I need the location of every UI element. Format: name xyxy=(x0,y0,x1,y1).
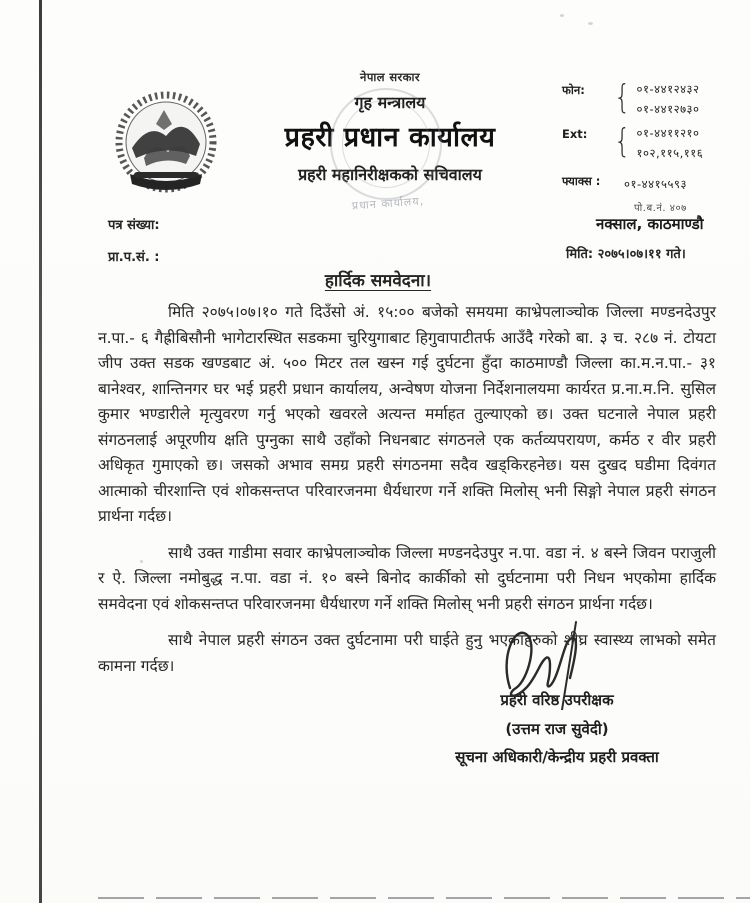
subject-text: हार्दिक समवेदना। xyxy=(324,271,432,291)
brace-glyph: { xyxy=(614,123,631,161)
signature-block xyxy=(392,690,722,767)
brace-glyph: { xyxy=(614,79,631,117)
stamp-watermark-text: प्रधान कार्यालय, xyxy=(351,194,425,213)
subject-heading xyxy=(98,268,658,291)
po-box-number: पो.ब.नं. ४०७ xyxy=(634,203,687,214)
letter-number-label: पत्र संख्या: xyxy=(108,218,160,233)
signatory-designation: सूचना अधिकारी/केन्द्रीय प्रहरी प्रवक्ता xyxy=(455,748,659,766)
secretariat-title: प्रहरी महानिरीक्षकको सचिवालय xyxy=(298,165,482,184)
round-stamp-watermark xyxy=(330,88,442,200)
phone-number-1: ०१-४४१२४३२ xyxy=(636,82,700,96)
phone-number-2: ०१-४४१२७३० xyxy=(636,102,700,116)
phone-label: फोन: xyxy=(562,83,585,97)
phone-row xyxy=(562,80,740,117)
scan-left-edge-line xyxy=(39,0,42,903)
signatory-name: (उत्तम राज सुवेदी) xyxy=(505,720,609,738)
scan-bottom-edge-line xyxy=(98,897,750,899)
body-paragraph-1: मिति २०७५।०७।१० गते दिउँसो अं. १५:०० बजेको समयमा काभ्रेपलाञ्चोक जिल्ला मण्डनदेउपुर न.पा.- ६ गैह्रीबिसौनी भागेटारस्थित सडकमा चुरियुगाबाट हिगुवापाटीतर्फ आउँदै गरेको बा. ३ च. २८७ नं. टोयटा जीप उक्त सडक खण्डबाट अं. ५०० मिटर तल खस्न गई दुर्घटना हुँदा काठमाण्डौ जिल्ला का.म.न.पा.- ३१ बानेश्वर, शान्तिनगर घर भई प्रहरी प्रधान कार्यालय, अन्वेषण योजना निर्देशनालयमा कार्यरत प्र.ना.म.नि. सुसिल कुमार भण्डारीले मृत्युवरण गर्नु भएको खवरले अत्यन्त मर्माहत तुल्याएको छ। उक्त घटनाले नेपाल प्रहरी संगठनलाई अपूरणीय क्षति पुग्नुका साथै उहाँको निधनबाट संगठनले एक कर्तव्यपरायण, कर्मठ र वीर प्रहरी अधिकृत गुमाएको छ। जसको अभाव समग्र प्रहरी संगठनमा सदैव खड्किरहनेछ। यस दुखद घडीमा दिवंगत आत्माको चीरशान्ति एवं शोकसन्तप्त परिवारजनमा धैर्यधारण गर्ने शक्ति मिलोस् भनी सिङ्गो नेपाल प्रहरी संगठन प्रार्थना गर्दछ। xyxy=(98,303,716,525)
contact-block xyxy=(562,80,740,199)
letter-date: मिति: २०७५।०७।११ गते। xyxy=(566,247,686,262)
body-paragraph-2: साथै उक्त गाडीमा सवार काभ्रेपलाञ्चोक जिल्ला मण्डनदेउपुर न.पा. वडा नं. ४ बस्ने जिवन पराजुली र ऐ. जिल्ला नमोबुद्ध न.पा. वडा नं. १० बस्ने बिनोद कार्कीको सो दुर्घटनामा परी निधन भएकोमा हार्दिक समवेदना एवं शोकसन्तप्त परिवारजनमा धैर्यधारण गर्ने शक्ति मिलोस् भनी प्रहरी संगठन प्रार्थना गर्दछ। xyxy=(98,543,716,613)
ministry-name: गृह मन्त्रालय xyxy=(354,93,426,112)
scan-speck xyxy=(588,22,593,25)
office-address: नक्साल, काठमाण्डौ xyxy=(596,215,704,233)
letter-body xyxy=(98,300,716,690)
scan-speck xyxy=(560,14,564,17)
government-name: नेपाल सरकार xyxy=(360,70,420,84)
fax-row xyxy=(562,171,740,192)
fax-label: फ्याक्स : xyxy=(562,174,601,188)
ext-label: Ext: xyxy=(562,127,588,141)
fax-number: ०१-४४१५५९३ xyxy=(624,177,687,191)
nepal-police-emblem-icon xyxy=(104,84,228,208)
ext-row xyxy=(562,124,740,161)
office-title: प्रहरी प्रधान कार्यालय xyxy=(284,122,496,153)
ext-number-1: ०१-४४११२१० xyxy=(636,126,700,140)
dispatch-number-label: प्रा.प.सं. : xyxy=(108,250,160,265)
signatory-rank: प्रहरी वरिष्ठ उपरीक्षक xyxy=(500,691,614,709)
body-paragraph-3: साथै नेपाल प्रहरी संगठन उक्त दुर्घटनामा परी घाईते हुनु भएकाहरुको शीघ्र स्वास्थ्य लाभको समेत कामना गर्दछ। xyxy=(98,631,716,675)
ext-number-2: १०२,११५,११६ xyxy=(636,146,704,160)
handwritten-signature xyxy=(492,618,602,710)
scan-speck xyxy=(140,560,143,563)
